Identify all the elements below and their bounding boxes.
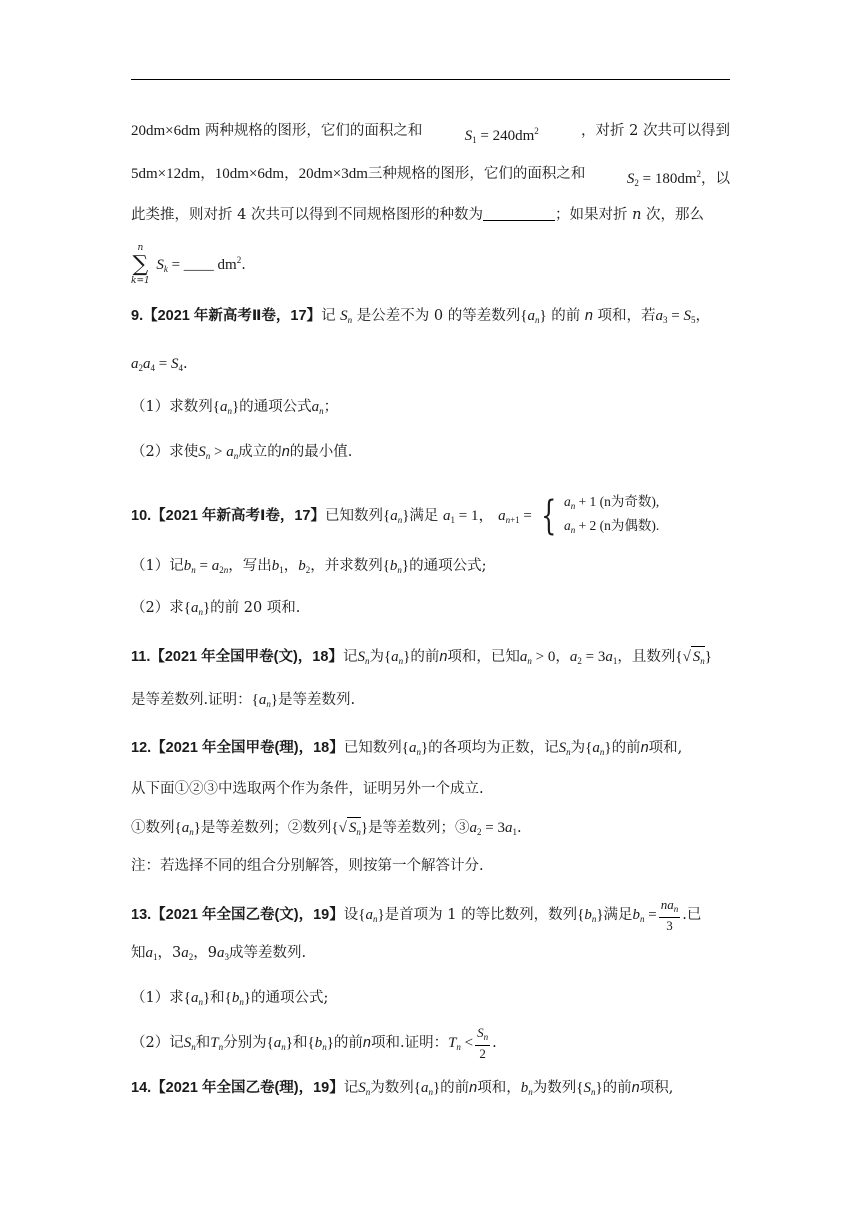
q12-line-2: 从下面①②③中选取两个作为条件，证明另外一个成立. — [131, 781, 484, 797]
q9-line-2: $a_2a_4 = S_4$. — [131, 356, 188, 373]
header-rule — [131, 79, 730, 80]
p8-line-4: n ∑ k=1 $S_k$ = ____ $dm^2$. — [131, 243, 246, 286]
q10-line-1: 10.【2021 年新高考Ⅰ卷，17】已知数列$\{a_n\}$满足 $a_1 = 1$， $a_{n+1}$ = { $a_n + 1$ (n为奇数), $a_n + 2$ (n为偶数). — [131, 493, 660, 539]
q12-line-3: ①数列$\{a_n\}$是等差数列；②数列{√ $S_n$}是等差数列；$③a_2 = 3a_1$. — [131, 817, 522, 842]
fraction-sn-over-2: $\frac{S_n}{2}$ — [477, 1025, 489, 1061]
q12-note: 注：若选择不同的组合分别解答，则按第一个解答计分. — [131, 858, 484, 874]
q13-sub-1: （1）求$\{a_n\}$和$\{b_n\}$的通项公式; — [131, 990, 329, 1007]
q11-line-1: 11.【2021 年全国甲卷(文)，18】记$S_n$为$\{a_n\}$的前n项和，已知$a_n > 0$，$a_2 = 3a_1$，且数列{√ $S_n$} — [131, 646, 712, 671]
q13-line-1: 13.【2021 年全国乙卷(文)，19】设$\{a_n\}$是首项为 1 的等比数列，数列$\{b_n\}$满足$b_n$ = $\frac{na_n}{3}$ .已 — [131, 897, 702, 933]
p8-line-3: 此类推，则对折 4 次共可以得到不同规格图形的种数为 ；如果对折 n 次，那么 — [131, 207, 705, 223]
q9-sub-1: （1）求数列$\{a_n\}$的通项公式$a_n$； — [131, 399, 339, 416]
p8-line-1: 20dm×6dm 两种规格的图形，它们的面积之和 $S_1 = 240dm^2$ ，对折 2 次共可以得到 — [131, 123, 730, 145]
q14-line-1: 14.【2021 年全国乙卷(理)，19】记$S_n$为数列$\{a_n\}$的前n项和，$b_n$为数列$\{S_n\}$的前n项积, — [131, 1080, 674, 1097]
answer-blank[interactable] — [483, 206, 555, 221]
q13-line-2: 知$a_1$，$3a_2$，$9a_3$成等差数列. — [131, 945, 307, 962]
q9-line-1: 9.【2021 年新高考Ⅱ卷，17】记 $S_n$ 是公差不为 0 的等差数列$\{a_n\}$ 的前 n 项和，若$a_3 = S_5$， — [131, 308, 711, 325]
summation-symbol: n ∑ k=1 — [131, 243, 150, 286]
piecewise-definition: { $a_n + 1$ (n为奇数), $a_n + 2$ (n为偶数). — [541, 493, 660, 539]
q10-sub-2: （2）求$\{a_n\}$的前 20 项和. — [131, 600, 301, 617]
q9-sub-2: （2）求使$S_n > a_n$成立的n的最小值. — [131, 444, 353, 461]
fraction-na-over-3: $\frac{na_n}{3}$ — [660, 897, 679, 933]
q11-line-2: 是等差数列.证明：$\{a_n\}$是等差数列. — [131, 692, 356, 709]
p8-line-2: 5dm×12dm，10dm×6dm，20dm×3dm三种规格的图形，它们的面积之和 $S_2 = 180dm^2$，以 — [131, 166, 730, 188]
q13-sub-2: （2）记$S_n$和$T_n$分别为$\{a_n\}$和$\{b_n\}$的前n项和.证明：$T_n$ < $\frac{S_n}{2}$ . — [131, 1025, 497, 1061]
q10-sub-1: （1）记$b_n = a_{2n}$，写出$b_1$，$b_2$，并求数列$\{b_n\}$的通项公式; — [131, 558, 487, 575]
q12-line-1: 12.【2021 年全国甲卷(理)，18】已知数列$\{a_n\}$的各项均为正数，记$S_n$为$\{a_n\}$的前n项和, — [131, 740, 683, 757]
